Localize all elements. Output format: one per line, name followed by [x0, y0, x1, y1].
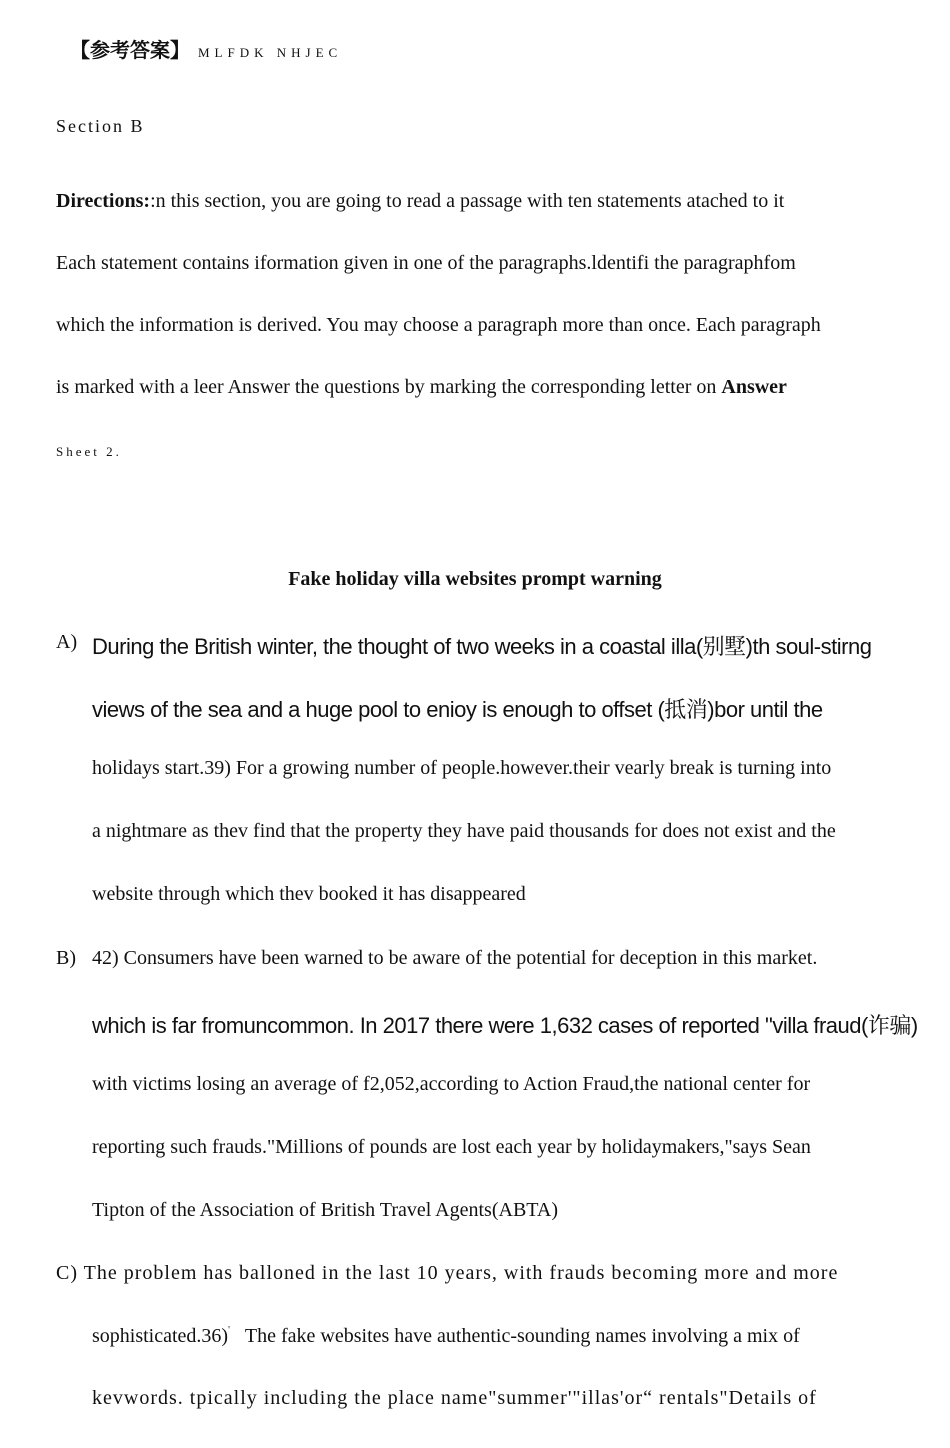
paragraph-b-line-4: reporting such frauds."Millions of pounds are lost each year by holidaymakers,"says Sean [92, 1136, 811, 1158]
paragraph-c-text-2a: sophisticated.36) [92, 1325, 229, 1347]
paragraph-a-line-5: website through which thev booked it has disappeared [92, 883, 526, 905]
paragraph-c-line-2 [92, 1325, 800, 1348]
paragraph-a-line-3: holidays start.39) For a growing number of people.however.their vearly break is turning into [92, 757, 832, 779]
paragraph-a-line-2: views of the sea and a huge pool to enioy is enough to offset (抵消)bor until the [92, 697, 823, 722]
directions-line-5: Sheet 2. [56, 444, 122, 459]
paragraph-c-text-1: The problem has balloned in the last 10 years, with frauds becoming more and more [83, 1262, 839, 1284]
directions-line-1 [56, 190, 784, 213]
section-title: Section B [56, 116, 145, 136]
paragraph-b-line-1: 42) Consumers have been warned to be aware of the potential for deception in this market. [92, 947, 818, 969]
paragraph-c-letter: C) [56, 1262, 78, 1284]
directions-text-4: is marked with a leer Answer the questions by marking the corresponding letter on [56, 376, 722, 398]
directions-line-4 [56, 376, 787, 399]
answer-key-label: 【参考答案】 [70, 38, 190, 62]
paragraph-a-line-4: a nightmare as thev find that the property they have paid thousands for does not exist and the [92, 820, 836, 842]
paragraph-c-line-3: kevwords. tpically including the place name"summer'"illas'or“ rentals"Details of [92, 1387, 817, 1409]
directions-line-3: which the information is derived. You may choose a paragraph more than once. Each paragraph [56, 314, 821, 336]
paragraph-b-letter: B) [56, 947, 76, 969]
answer-key [70, 34, 342, 63]
paragraph-a-line-1: During the British winter, the thought of two weeks in a coastal illa(别墅)th soul-stirng [92, 634, 872, 659]
directions-text-1: :n this section, you are going to read a passage with ten statements atached to it [150, 190, 785, 212]
paragraph-c-mark: ' [228, 1325, 230, 1336]
directions-label: Directions: [56, 190, 151, 212]
paragraph-c-text-2b: The fake websites have authentic-sounding names involving a mix of [244, 1325, 800, 1347]
paragraph-b-line-3: with victims losing an average of f2,052,according to Action Fraud,the national center for [92, 1073, 811, 1095]
answer-word: Answer [721, 376, 787, 398]
passage-title: Fake holiday villa websites prompt warning [288, 568, 662, 590]
paragraph-c-line-1 [56, 1262, 838, 1285]
directions-line-2: Each statement contains iformation given in one of the paragraphs.ldentifi the paragraphfom [56, 252, 796, 274]
answer-key-codes: MLFDK NHJEC [198, 45, 343, 60]
paragraph-a-letter: A) [56, 631, 78, 653]
paragraph-b-line-2: which is far fromuncommon. In 2017 there were 1,632 cases of reported "villa fraud(诈骗) [92, 1013, 918, 1038]
paragraph-b-line-5: Tipton of the Association of British Travel Agents(ABTA) [92, 1199, 559, 1221]
